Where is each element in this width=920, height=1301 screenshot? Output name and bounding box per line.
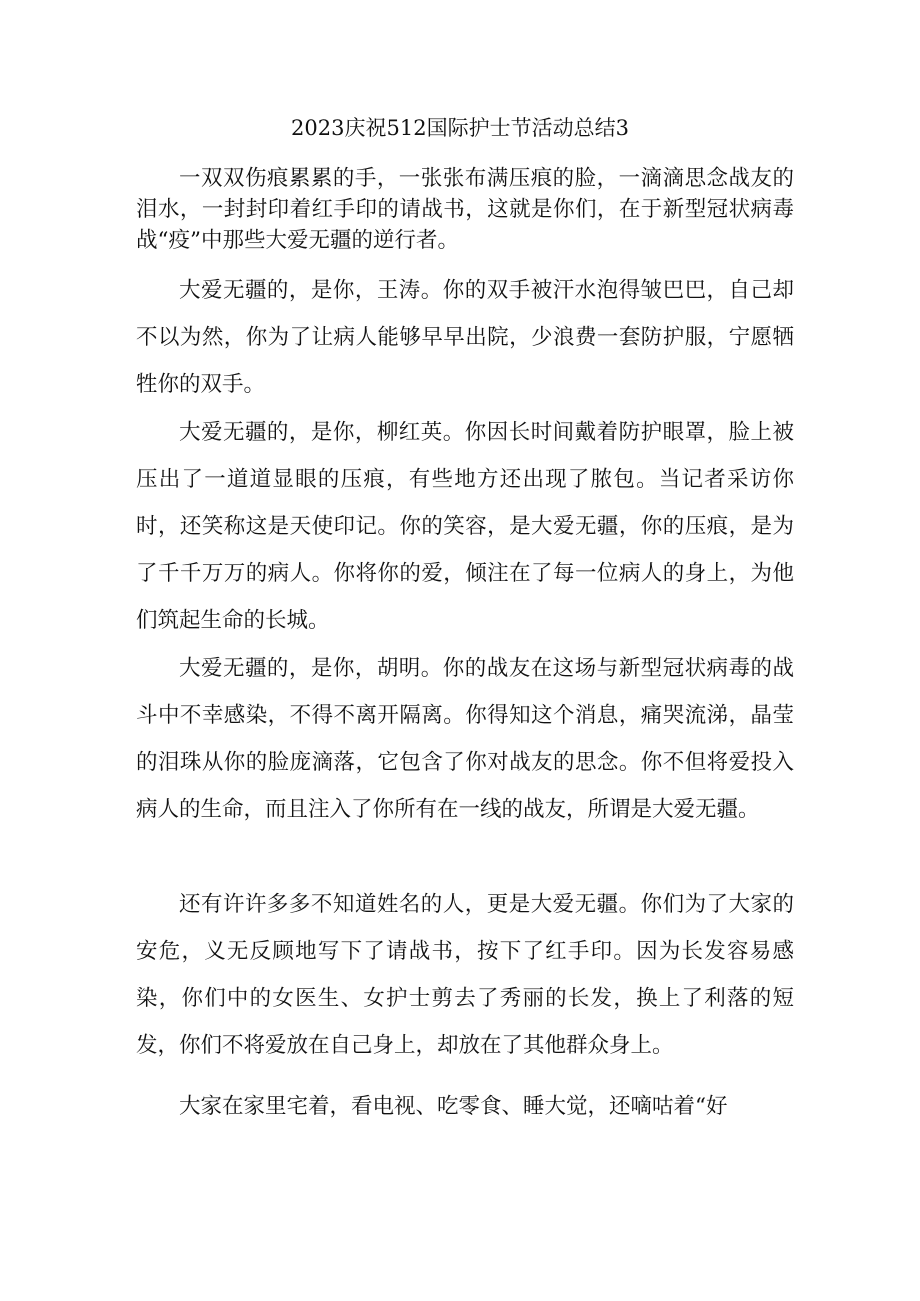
paragraph-unnamed-heroes: 还有许许多多不知道姓名的人，更是大爱无疆。你们为了大家的安危，义无反顾地写下了请战书，按下了红手印。因为长发容易感染，你们中的女医生、女护士剪去了秀丽的长发，换上了利落的短发，你们不将爱放在自己身上，却放在了其他群众身上。 <box>136 892 794 1058</box>
paragraph-hu-ming: 大爱无疆的，是你，胡明。你的战友在这场与新型冠状病毒的战斗中不幸感染，不得不离开隔离。你得知这个消息，痛哭流涕，晶莹的泪珠从你的脸庞滴落，它包含了你对战友的思念。你不但将爱投入病人的生命，而且注入了你所有在一线的战友，所谓是大爱无疆。 <box>136 656 794 822</box>
paragraph-liu-hongying: 大爱无疆的，是你，柳红英。你因长时间戴着防护眼罩，脸上被压出了一道道显眼的压痕，有些地方还出现了脓包。当记者采访你时，还笑称这是天使印记。你的笑容，是大爱无疆，你的压痕，是为了千千万万的病人。你将你的爱，倾注在了每一位病人的身上，为他们筑起生命的长城。 <box>136 420 794 633</box>
document-title: 2023庆祝512国际护士节活动总结3 <box>291 116 629 140</box>
paragraph-wang-tao: 大爱无疆的，是你，王涛。你的双手被汗水泡得皱巴巴，自己却不以为然，你为了让病人能够早早出院，少浪费一套防护服，宁愿牺牲你的双手。 <box>136 278 794 397</box>
paragraph-staying-home: 大家在家里宅着，看电视、吃零食、睡大觉，还嘀咕着“好 <box>179 1094 728 1119</box>
paragraph-intro: 一双双伤痕累累的手，一张张布满压痕的脸，一滴滴思念战友的泪水，一封封印着红手印的请战书，这就是你们，在于新型冠状病毒战“疫”中那些大爱无疆的逆行者。 <box>136 166 794 253</box>
